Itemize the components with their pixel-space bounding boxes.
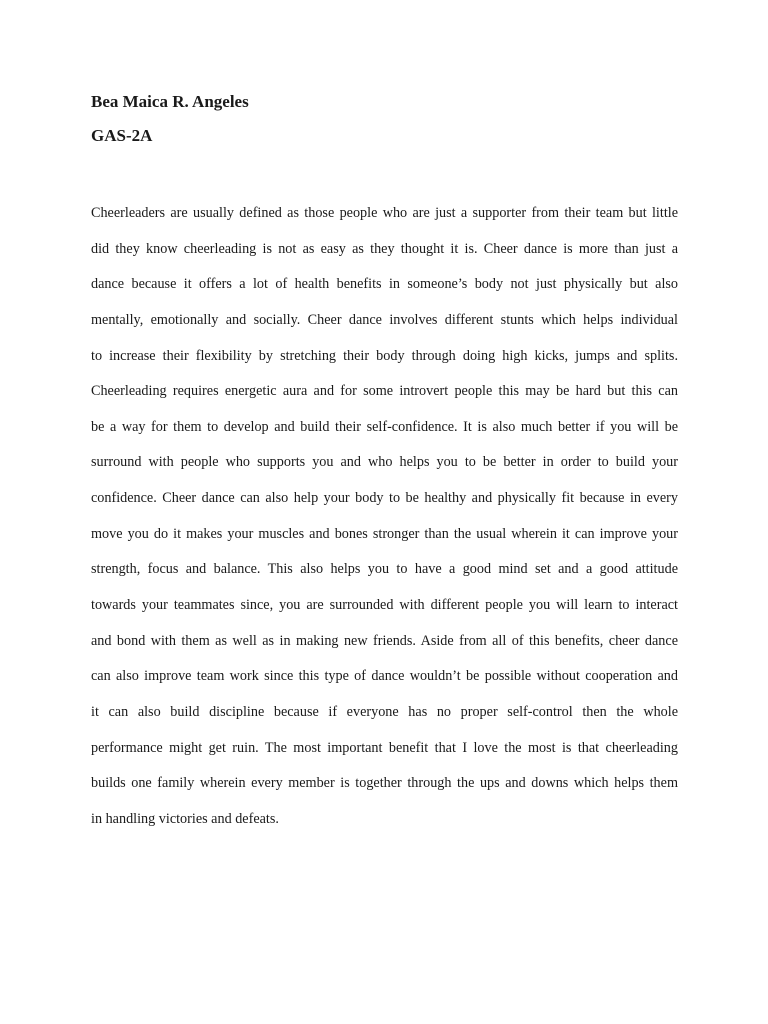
document-header [91,92,249,146]
essay-line: to increase their flexibility by stretching their body through doing high kicks, jumps and splits. [91,347,678,364]
essay-line: Cheerleaders are usually defined as those people who are just a supporter from their team but little [91,205,678,221]
essay-line: be a way for them to develop and build their self-confidence. It is also much better if you will be [91,418,678,435]
essay-line: strength, focus and balance. This also helps you to have a good mind set and a good attitude [91,561,678,578]
author-name: Bea Maica R. Angeles [91,92,249,111]
essay-body [91,196,678,838]
essay-line: mentally, emotionally and socially. Cheer dance involves different stunts which helps individual [91,311,678,328]
essay-line: dance because it offers a lot of health benefits in someone’s body not just physically but also [91,276,678,293]
essay-line: did they know cheerleading is not as easy as they thought it is. Cheer dance is more than just a [91,240,678,257]
essay-line: in handling victories and defeats. [91,810,279,827]
essay-line: move you do it makes your muscles and bones stronger than the usual wherein it can improve your [91,525,678,542]
essay-line: can also improve team work since this type of dance wouldn’t be possible without cooperation and [91,668,678,685]
essay-line: towards your teammates since, you are surrounded with different people you will learn to interact [91,597,678,614]
essay-line: it can also build discipline because if everyone has no proper self-control then the whole [91,703,678,720]
class-section: GAS-2A [91,126,153,145]
essay-line: and bond with them as well as in making new friends. Aside from all of this benefits, cheer dance [91,632,678,649]
essay-line: surround with people who supports you and who helps you to be better in order to build your [91,454,678,471]
essay-line: confidence. Cheer dance can also help your body to be healthy and physically fit because in every [91,490,678,507]
essay-line: Cheerleading requires energetic aura and for some introvert people this may be hard but this can [91,383,678,400]
essay-line: performance might get ruin. The most important benefit that I love the most is that cheerleading [91,739,678,756]
essay-line: builds one family wherein every member is together through the ups and downs which helps them [91,775,678,792]
